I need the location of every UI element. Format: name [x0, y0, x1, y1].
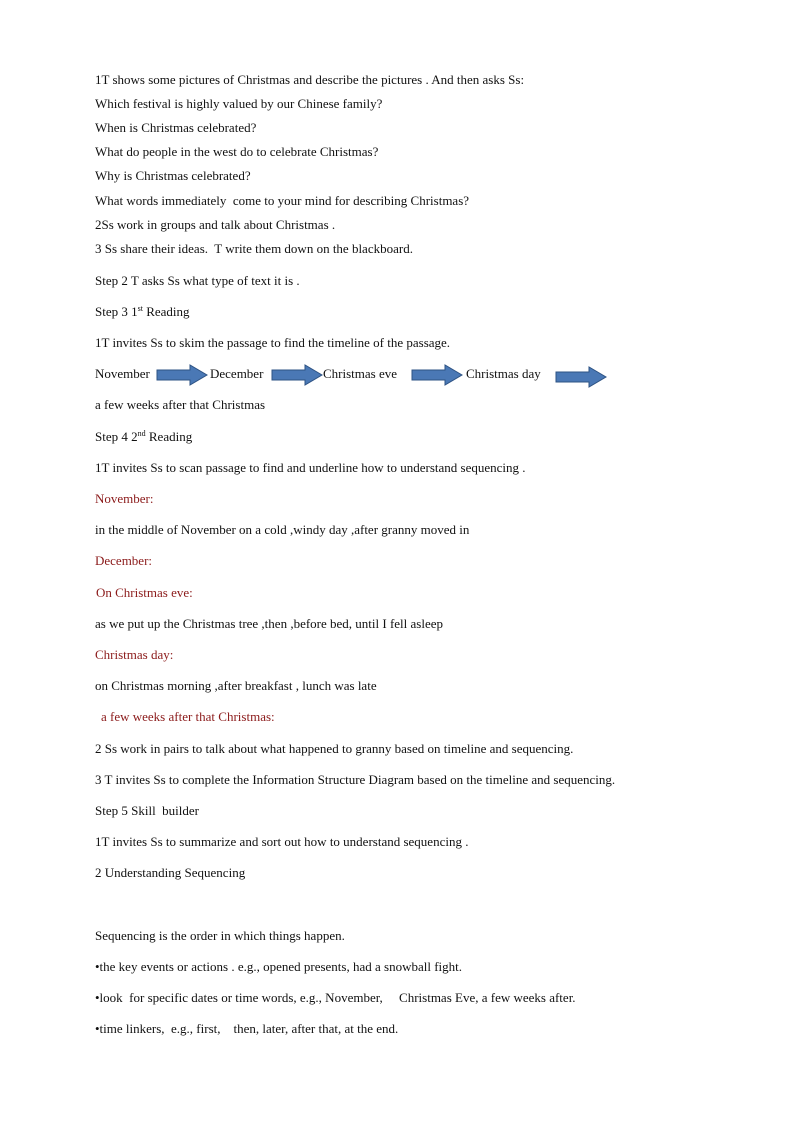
section-heading-christmas-eve: On Christmas eve:: [96, 585, 193, 600]
timeline-arrow-icon: [555, 366, 607, 388]
intro-line-8: 3 Ss share their ideas. T write them down on the blackboard.: [95, 241, 413, 256]
step4-heading: Step 4 2nd Reading: [95, 429, 193, 444]
timeline-arrow-icon: [271, 364, 323, 386]
intro-line-3: When is Christmas celebrated?: [95, 120, 257, 135]
timeline-item-december: December: [210, 366, 264, 381]
intro-line-7: 2Ss work in groups and talk about Christmas .: [95, 217, 336, 232]
intro-line-1: 1T shows some pictures of Christmas and describe the pictures . And then asks Ss:: [95, 72, 525, 87]
bullet-time-linkers: •time linkers, e.g., first, then, later, after that, at the end.: [95, 1021, 399, 1036]
step3-heading: Step 3 1st Reading: [95, 304, 190, 319]
timeline-item-last: a few weeks after that Christmas: [95, 397, 266, 412]
step4-more-1: 2 Ss work in pairs to talk about what happened to granny based on timeline and sequencing.: [95, 741, 574, 756]
step5-heading: Step 5 Skill builder: [95, 803, 199, 818]
section-heading-november: November:: [95, 491, 154, 506]
section-heading-december: December:: [95, 553, 153, 568]
section-heading-christmas-day: Christmas day:: [95, 647, 174, 662]
step5-item-1: 1T invites Ss to summarize and sort out how to understand sequencing .: [95, 834, 469, 849]
timeline-item-christmas-day: Christmas day: [466, 366, 541, 381]
intro-line-2: Which festival is highly valued by our Chinese family?: [95, 96, 383, 111]
step4-more-2: 3 T invites Ss to complete the Information Structure Diagram based on the timeline and sequencing.: [95, 772, 616, 787]
section-text-christmas-day: on Christmas morning ,after breakfast , lunch was late: [95, 678, 377, 693]
bullet-time-words: •look for specific dates or time words, e.g., November, Christmas Eve, a few weeks after.: [95, 990, 576, 1005]
step4-task: 1T invites Ss to scan passage to find and underline how to understand sequencing .: [95, 460, 526, 475]
step5-item-2: 2 Understanding Sequencing: [95, 865, 246, 880]
intro-line-4: What do people in the west do to celebrate Christmas?: [95, 144, 379, 159]
section-text-christmas-eve: as we put up the Christmas tree ,then ,before bed, until I fell asleep: [95, 616, 444, 631]
intro-line-6: What words immediately come to your mind for describing Christmas?: [95, 193, 470, 208]
sequencing-definition: Sequencing is the order in which things happen.: [95, 928, 345, 943]
section-text-november: in the middle of November on a cold ,windy day ,after granny moved in: [95, 522, 470, 537]
intro-line-5: Why is Christmas celebrated?: [95, 168, 251, 183]
timeline-item-christmas-eve: Christmas eve: [323, 366, 398, 381]
section-heading-few-weeks: a few weeks after that Christmas:: [101, 709, 275, 724]
timeline-item-november: November: [95, 366, 150, 381]
step3-task: 1T invites Ss to skim the passage to find the timeline of the passage.: [95, 335, 451, 350]
timeline-arrow-icon: [156, 364, 208, 386]
timeline-arrow-icon: [411, 364, 463, 386]
step2-text: Step 2 T asks Ss what type of text it is .: [95, 273, 300, 288]
bullet-key-events: •the key events or actions . e.g., opened presents, had a snowball fight.: [95, 959, 463, 974]
